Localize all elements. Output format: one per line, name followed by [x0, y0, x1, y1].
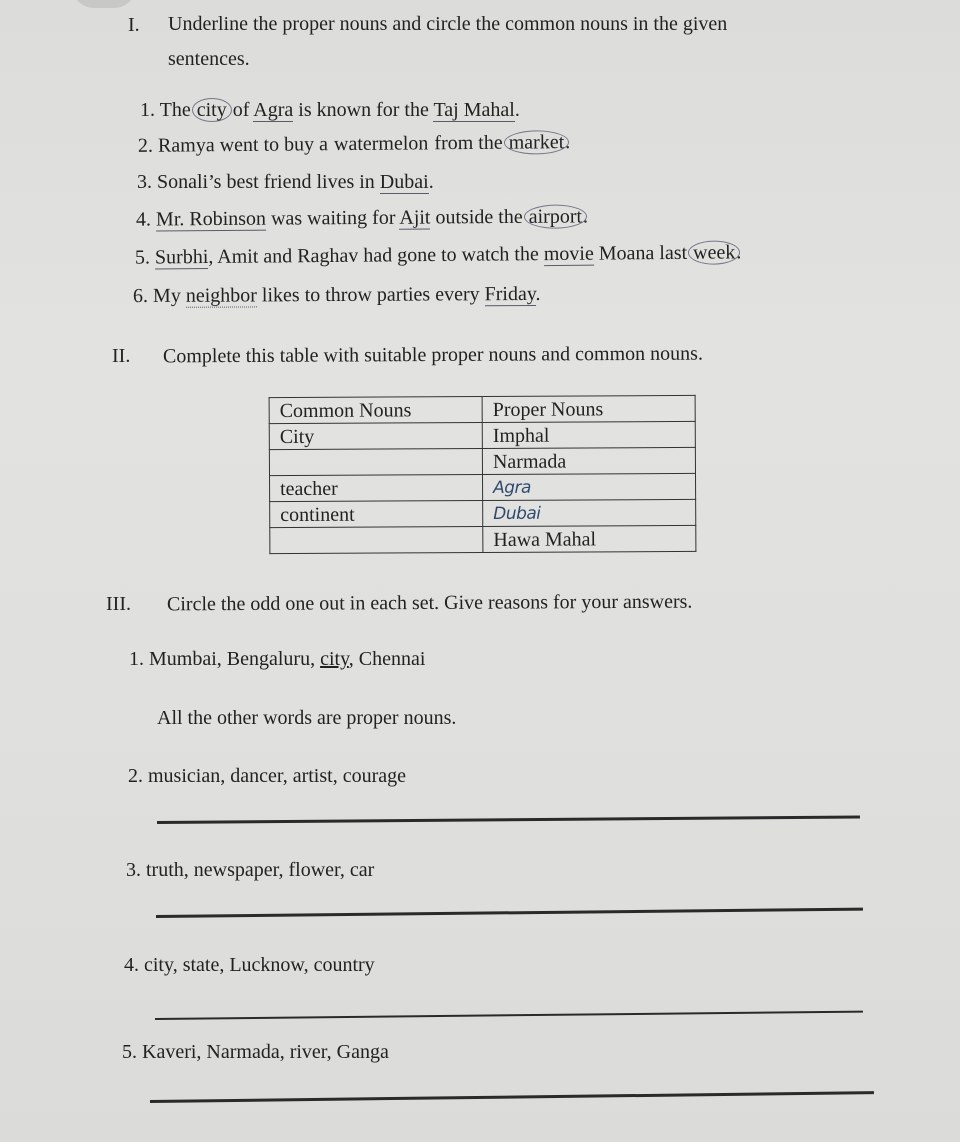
underlined-proper-noun[interactable]: Taj Mahal [433, 99, 515, 121]
header-proper-nouns: Proper Nouns [482, 395, 695, 422]
table-cell[interactable]: teacher [270, 475, 483, 502]
answer-line-5[interactable] [150, 1091, 874, 1103]
odd-one-item-5: 5. Kaveri, Narmada, river, Ganga [122, 1041, 389, 1063]
proper-noun[interactable]: Sonali [157, 171, 209, 193]
section1-instruction: Underline the proper nouns and circle the common nouns in the given [168, 13, 728, 35]
sentence-1: 1. The city of Agra is known for the Taj Mahal. [140, 99, 520, 121]
underlined-common-noun[interactable]: movie [543, 242, 594, 266]
underlined-proper-noun[interactable]: Dubai [379, 171, 429, 193]
table-row [270, 473, 696, 501]
table-header-row [269, 395, 695, 423]
sentence-6: 6. My neighbor likes to throw parties every Friday. [132, 282, 541, 308]
stamp-mark [72, 0, 136, 8]
table-cell[interactable]: City [269, 423, 482, 450]
underlined-proper-noun[interactable]: Ajit [399, 206, 431, 229]
underlined-proper-noun[interactable]: Agra [253, 99, 294, 121]
answer-line-3[interactable] [156, 908, 863, 918]
table-cell-empty[interactable] [270, 526, 483, 553]
answer-line-4[interactable] [155, 1011, 863, 1020]
marked-common-noun[interactable]: neighbor [185, 284, 257, 307]
table-row [269, 421, 695, 449]
common-noun[interactable]: friend [263, 171, 312, 193]
marked-answer[interactable]: city [320, 648, 349, 670]
answer-line-2[interactable] [157, 815, 860, 824]
sentence-4: 4. Mr. Robinson was waiting for Ajit outside the airport. [135, 205, 589, 231]
table-cell[interactable]: continent [270, 500, 483, 527]
section1-number: I. [128, 14, 140, 36]
circled-common-noun[interactable]: city [192, 98, 232, 122]
odd-one-item-3: 3. truth, newspaper, flower, car [126, 859, 375, 881]
handwritten-cell[interactable]: Agra [483, 473, 696, 500]
answer-text-1: All the other words are proper nouns. [157, 707, 457, 729]
table-cell-empty[interactable] [269, 449, 482, 476]
table-row [270, 525, 696, 553]
nouns-table [269, 395, 697, 554]
underlined-proper-noun[interactable]: Surbhi [154, 246, 209, 269]
sentence-3: 3. Sonali’s best friend lives in Dubai. [137, 171, 434, 193]
sentence-5: 5. Surbhi, Amit and Raghav had gone to watch the movie Moana last week. [134, 241, 742, 269]
table-row [269, 447, 695, 475]
table-row [270, 499, 696, 527]
odd-one-item-2: 2. musician, dancer, artist, courage [128, 765, 406, 787]
proper-noun[interactable]: Ramya [157, 134, 215, 157]
circled-common-noun[interactable]: airport [524, 204, 587, 228]
circled-common-noun[interactable]: week [688, 240, 740, 264]
underlined-proper-noun[interactable]: Friday [484, 282, 536, 306]
header-common-nouns: Common Nouns [269, 397, 482, 424]
odd-one-item-1: 1. Mumbai, Bengaluru, city, Chennai [129, 648, 426, 670]
section3-instruction: Circle the odd one out in each set. Give reasons for your answers. [166, 590, 693, 616]
table-cell[interactable]: Imphal [482, 421, 695, 448]
table-cell[interactable]: Hawa Mahal [483, 525, 696, 552]
sentence-2: 2. Ramya went to buy a watermelon from the market. [137, 131, 571, 157]
section2-number: II. [112, 345, 131, 367]
section1-instruction-cont: sentences. [168, 48, 250, 70]
circled-common-noun[interactable]: market [504, 130, 570, 155]
section2-instruction: Complete this table with suitable proper nouns and common nouns. [162, 342, 703, 368]
common-noun[interactable]: watermelon [333, 132, 429, 156]
section3-number: III. [106, 593, 131, 615]
odd-one-item-4: 4. city, state, Lucknow, country [124, 954, 375, 976]
underlined-proper-noun[interactable]: Mr. Robinson [155, 207, 267, 231]
handwritten-cell[interactable]: Dubai [483, 499, 696, 526]
table-cell[interactable]: Narmada [482, 447, 695, 474]
